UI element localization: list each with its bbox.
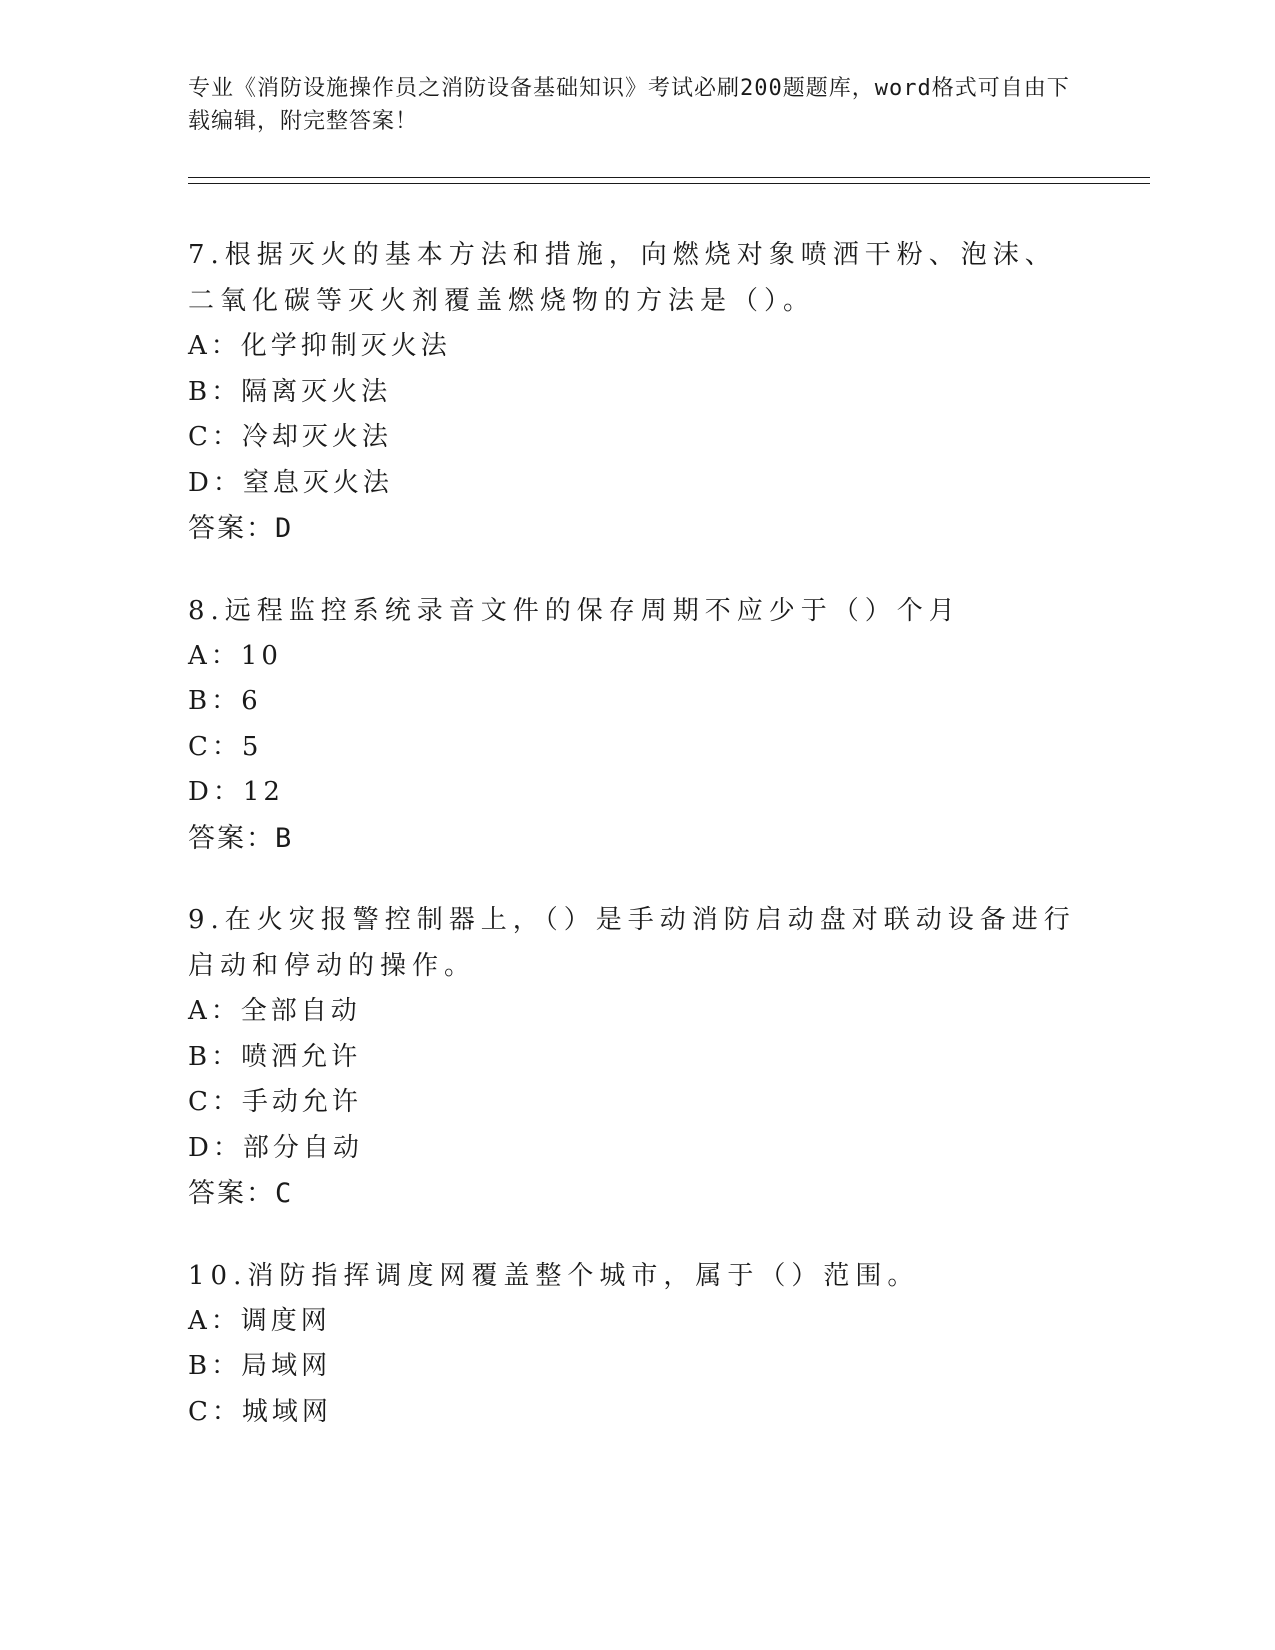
option-d: D：12	[188, 777, 284, 807]
question-stem: 10.消防指挥调度网覆盖整个城市，属于（）范围。	[188, 1260, 920, 1291]
question-stem: 7.根据灭火的基本方法和措施，向燃烧对象喷洒干粉、泡沫、二氧化碳等灭火剂覆盖燃烧物的方法是（）。	[188, 240, 1057, 316]
answer: 答案：D	[188, 513, 294, 544]
option-c: C：5	[188, 731, 263, 762]
question-10	[188, 1253, 1088, 1436]
header-divider	[188, 177, 1150, 178]
question-stem: 9.在火灾报警控制器上，（）是手动消防启动盘对联动设备进行启动和停动的操作。	[188, 905, 1076, 981]
question-7	[188, 232, 1088, 552]
option-a: A：调度网	[188, 1305, 331, 1336]
option-b: B：局域网	[188, 1351, 332, 1381]
option-c: C：冷却灭火法	[188, 422, 392, 452]
option-d: D：窒息灭火法	[188, 467, 393, 498]
option-d: D：部分自动	[188, 1132, 363, 1163]
option-b: B：6	[188, 686, 262, 716]
question-8	[188, 588, 1088, 862]
option-b: B：喷洒允许	[188, 1041, 362, 1072]
option-c: C：城域网	[188, 1396, 332, 1427]
question-stem: 8.远程监控系统录音文件的保存周期不应少于（）个月	[188, 595, 961, 626]
option-a: A：化学抑制灭火法	[188, 331, 451, 361]
question-list	[188, 232, 1088, 1471]
answer: 答案：B	[188, 822, 294, 854]
option-c: C：手动允许	[188, 1087, 362, 1117]
document-header: 专业《消防设施操作员之消防设备基础知识》考试必刷200题题库，word格式可自由下载编辑，附完整答案！	[188, 76, 1070, 134]
option-b: B：隔离灭火法	[188, 376, 392, 407]
question-9	[188, 897, 1088, 1217]
answer: 答案：C	[188, 1178, 294, 1209]
option-a: A：全部自动	[188, 996, 361, 1026]
option-a: A：10	[188, 640, 282, 671]
header-divider	[188, 183, 1150, 184]
